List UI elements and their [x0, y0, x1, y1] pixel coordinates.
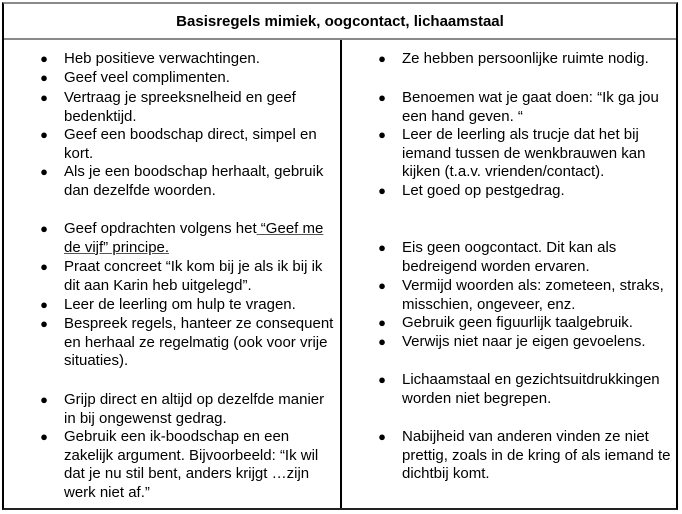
- list-item: [40, 391, 334, 428]
- list-item-text: Eis geen oogcontact. Dit kan als bedreigend worden ervaren.: [402, 239, 617, 275]
- bullet-icon: ●: [378, 315, 386, 330]
- list-item: [378, 371, 680, 408]
- bullet-icon: ●: [40, 70, 48, 85]
- list-item-text: Grijp direct en altijd op dezelfde manier in bij ongewenst gedrag.: [64, 391, 325, 427]
- bullet-icon: ●: [40, 259, 48, 274]
- list-item-text: Geef een boodschap direct, simpel en kort.: [64, 126, 317, 162]
- bullet-icon: ●: [378, 372, 386, 387]
- list-item: [378, 89, 680, 126]
- list-item: [378, 50, 680, 69]
- list-item-text: Ze hebben persoonlijke ruimte nodig.: [402, 50, 649, 67]
- list-item-text: Verwijs niet naar je eigen gevoelens.: [402, 333, 646, 350]
- list-item: [378, 333, 680, 352]
- list-item: [378, 182, 680, 201]
- table-title: Basisregels mimiek, oogcontact, lichaamstaal: [176, 12, 504, 30]
- list-item-text: Gebruik een ik-boodschap en een zakelijk argument. Bijvoorbeeld: “Ik wil dat je nu stil bent, anders krijgt …zijn werk niet af.”: [64, 428, 319, 501]
- list-item: [40, 69, 334, 88]
- bullet-icon: ●: [378, 278, 386, 293]
- bullet-icon: ●: [378, 183, 386, 198]
- list-item-text: Vertraag je spreeksnelheid en geef bedenktijd.: [64, 89, 296, 125]
- list-item-text: Lichaamstaal en gezichtsuitdrukkingen worden niet begrepen.: [402, 371, 660, 407]
- list-item: [378, 126, 680, 182]
- bullet-icon: ●: [378, 429, 386, 444]
- bullet-icon: ●: [378, 127, 386, 142]
- list-item-text: Leer de leerling als trucje dat het bij iemand tussen de wenkbrauwen kan kijken (t.a.v. vrienden/contact).: [402, 126, 646, 181]
- list-item: [40, 220, 334, 257]
- bullet-icon: ●: [40, 127, 48, 142]
- bullet-icon: ●: [40, 90, 48, 105]
- list-item: [40, 258, 334, 295]
- list-item: [40, 50, 334, 69]
- list-item: [40, 315, 334, 371]
- bullet-icon: ●: [40, 221, 48, 236]
- bullet-icon: ●: [40, 316, 48, 331]
- list-item-text: Nabijheid van anderen vinden ze niet prettig, zoals in de kring of als iemand te dichtbij komt.: [402, 428, 671, 483]
- left-column: [4, 40, 340, 508]
- bullet-icon: ●: [40, 51, 48, 66]
- bullet-icon: ●: [378, 51, 386, 66]
- list-item: [378, 428, 680, 484]
- list-item: [40, 163, 334, 200]
- list-item-text: Praat concreet “Ik kom bij je als ik bij ik dit aan Karin heb uitgelegd”.: [64, 258, 323, 294]
- bullet-icon: ●: [378, 240, 386, 255]
- bullet-icon: ●: [40, 392, 48, 407]
- list-item: [40, 296, 334, 315]
- right-column: [342, 40, 676, 508]
- rules-table: [2, 2, 678, 510]
- bullet-icon: ●: [378, 90, 386, 105]
- list-item-text: Geef opdrachten volgens het: [64, 220, 257, 237]
- list-item-text: Gebruik geen figuurlijk taalgebruik.: [402, 314, 633, 331]
- list-item-text: Let goed op pestgedrag.: [402, 182, 565, 199]
- list-item-text: Heb positieve verwachtingen.: [64, 50, 260, 67]
- list-item-text: Vermijd woorden als: zometeen, straks, misschien, ongeveer, enz.: [402, 277, 664, 313]
- bullet-icon: ●: [40, 297, 48, 312]
- table-header: [4, 4, 676, 40]
- list-item: [378, 314, 680, 333]
- list-item: [378, 277, 680, 314]
- list-item-text: Leer de leerling om hulp te vragen.: [64, 296, 296, 313]
- bullet-icon: ●: [378, 334, 386, 349]
- geef-me-de-vijf-link[interactable]: “Geef me de vijf” principe.: [64, 220, 324, 256]
- list-item-text: Geef veel complimenten.: [64, 69, 230, 86]
- list-item-text: Benoemen wat je gaat doen: “Ik ga jou een hand geven. “: [402, 89, 659, 125]
- list-item-text: Bespreek regels, hanteer ze consequent en herhaal ze regelmatig (ook voor vrije situaties).: [64, 315, 334, 370]
- list-item: [378, 239, 680, 276]
- list-item: [40, 126, 334, 163]
- list-item-text: Als je een boodschap herhaalt, gebruik dan dezelfde woorden.: [64, 163, 324, 199]
- list-item: [40, 428, 334, 502]
- bullet-icon: ●: [40, 429, 48, 444]
- bullet-icon: ●: [40, 164, 48, 179]
- list-item: [40, 89, 334, 126]
